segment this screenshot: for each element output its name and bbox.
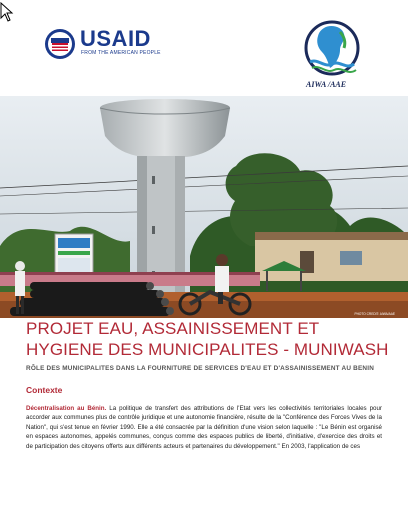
document-subtitle: RÔLE DES MUNICIPALITES DANS LA FOURNITURE DE SERVICES D'EAU ET D'ASSAINISSEMENT AU BENIN xyxy=(26,365,375,372)
aiwa-africa-icon xyxy=(300,18,364,80)
usaid-seal-icon xyxy=(44,28,76,60)
aiwa-logo xyxy=(300,18,364,92)
photo-credit-text: PHOTO CREDIT: AIWA/AAE xyxy=(354,312,395,316)
context-paragraph xyxy=(26,404,382,476)
usaid-tagline: FROM THE AMERICAN PEOPLE xyxy=(81,50,161,56)
document-title: PROJET EAU, ASSAINISSEMENT ET HYGIENE DES MUNICIPALITES - MUNIWASH xyxy=(26,319,389,359)
cover-photo xyxy=(0,96,408,318)
mouse-cursor-icon xyxy=(0,2,14,22)
aiwa-logo-label: AIWA /AAE xyxy=(306,80,347,89)
water-tower-scene-illustration xyxy=(0,96,408,318)
paragraph-lead: Décentralisation au Bénin. xyxy=(26,405,107,412)
paragraph-body: La politique de transfert des attributions de l'Etat vers les collectivités territoriales locales pour accorder aux communes plus de contrôle juridique et une autonomie financière, résulte de la "Conférence des Forces Vives de la Nation", qui s'est tenue en février 1990. Elle a été consacrée par la définition d'une vision selon laquelle : "Le Bénin est organisé en espaces autonomes, appelés communes, conçus comme des espaces publics de liberté, d'initiative, d'exercice des droits et de participation des citoyens offerts aux différents acteurs et partenaires du développement." En 2003, l'application de ces xyxy=(26,405,382,450)
usaid-wordmark: USAID xyxy=(80,26,151,51)
section-heading-contexte: Contexte xyxy=(26,385,63,395)
usaid-logo xyxy=(44,28,194,64)
